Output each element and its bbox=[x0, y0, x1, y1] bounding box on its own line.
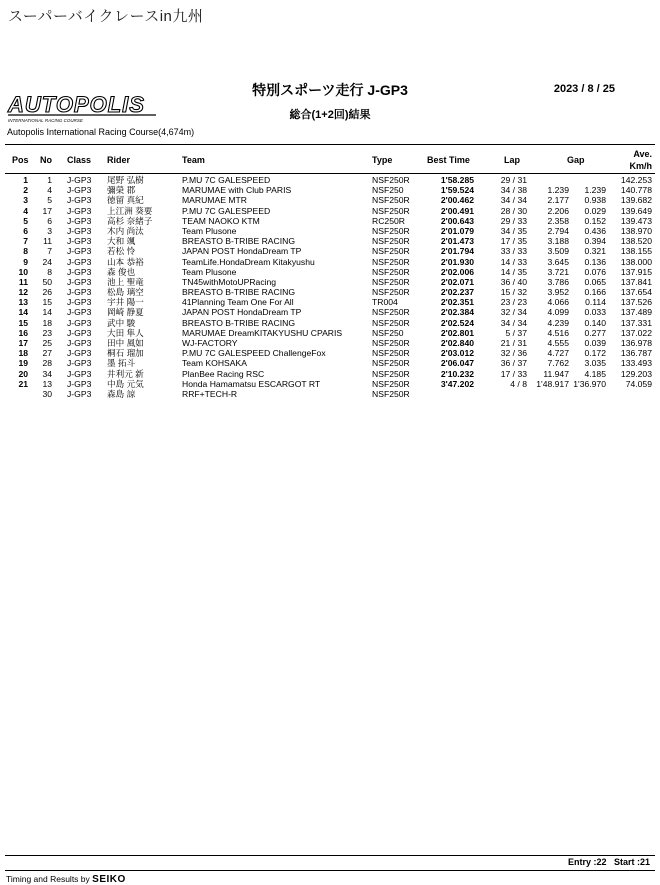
cell-number: 30 bbox=[42, 388, 52, 399]
cell-gap-prev: 0.172 bbox=[584, 348, 606, 359]
cell-pos: 15 bbox=[18, 317, 28, 328]
cell-best-time: 2'02.801 bbox=[440, 327, 474, 338]
cell-pos: 21 bbox=[18, 378, 28, 389]
table-row bbox=[0, 318, 660, 328]
entry-start-count bbox=[568, 857, 650, 867]
cell-team: WJ-FACTORY bbox=[182, 338, 238, 348]
cell-gap-prev: 0.140 bbox=[584, 317, 606, 328]
table-header bbox=[0, 145, 660, 172]
cell-team: Honda Hamamatsu ESCARGOT RT bbox=[182, 378, 321, 389]
cell-gap-top: 2.206 bbox=[547, 205, 569, 216]
results-table bbox=[0, 175, 660, 399]
cell-ave-speed: 139.649 bbox=[620, 205, 652, 216]
cell-class: J-GP3 bbox=[67, 175, 92, 185]
cell-type: NSF250R bbox=[372, 256, 410, 267]
cell-number: 50 bbox=[42, 276, 52, 287]
cell-best-time: 2'02.237 bbox=[440, 287, 474, 298]
cell-class: J-GP3 bbox=[67, 287, 92, 298]
table-row bbox=[0, 287, 660, 297]
header-pos: Pos bbox=[12, 155, 29, 165]
cell-rider: 岡崎 静夏 bbox=[107, 307, 144, 318]
cell-pos: 19 bbox=[18, 358, 28, 369]
cell-type: NSF250R bbox=[372, 287, 410, 298]
cell-number: 17 bbox=[42, 205, 52, 216]
cell-type: NSF250R bbox=[372, 378, 410, 389]
cell-number: 6 bbox=[47, 215, 52, 226]
cell-best-time: 2'01.794 bbox=[440, 246, 474, 257]
cell-pos: 13 bbox=[18, 297, 28, 308]
cell-ave-speed: 139.682 bbox=[620, 195, 652, 206]
logo-wordmark: AUTOPOLIS bbox=[8, 92, 145, 117]
cell-team: P.MU 7C GALESPEED bbox=[182, 175, 271, 185]
cell-lap: 14 / 33 bbox=[500, 256, 527, 267]
cell-number: 26 bbox=[42, 287, 52, 298]
cell-class: J-GP3 bbox=[67, 236, 92, 247]
cell-type: NSF250R bbox=[372, 225, 410, 236]
logo-sub: INTERNATIONAL RACING COURSE bbox=[8, 118, 83, 123]
cell-team: TEAM NAOKO KTM bbox=[182, 215, 260, 226]
cell-number: 24 bbox=[42, 256, 52, 267]
cell-class: J-GP3 bbox=[67, 388, 92, 399]
cell-number: 7 bbox=[47, 246, 52, 257]
cell-best-time: 2'03.012 bbox=[440, 348, 474, 359]
cell-best-time: 2'00.491 bbox=[440, 205, 474, 216]
cell-lap: 32 / 36 bbox=[500, 348, 527, 359]
cell-rider: 武中 駿 bbox=[107, 317, 136, 328]
cell-gap-prev: 0.114 bbox=[585, 297, 606, 308]
cell-best-time: 2'00.643 bbox=[440, 215, 474, 226]
cell-gap-top: 2.794 bbox=[547, 225, 569, 236]
cell-gap-prev: 0.436 bbox=[584, 225, 606, 236]
cell-gap-top: 1'48.917 bbox=[536, 378, 569, 389]
cell-type: NSF250R bbox=[372, 195, 410, 206]
cell-ave-speed: 129.203 bbox=[620, 368, 652, 379]
cell-lap: 21 / 31 bbox=[500, 338, 527, 348]
table-row bbox=[0, 216, 660, 226]
cell-class: J-GP3 bbox=[67, 378, 92, 389]
cell-gap-prev: 0.136 bbox=[584, 256, 606, 267]
cell-lap: 34 / 34 bbox=[500, 317, 527, 328]
cell-class: J-GP3 bbox=[67, 256, 92, 267]
table-row bbox=[0, 338, 660, 348]
cell-rider: 若松 怜 bbox=[107, 246, 136, 257]
cell-pos: 14 bbox=[18, 307, 28, 318]
cell-class: J-GP3 bbox=[67, 215, 92, 226]
cell-pos: 6 bbox=[23, 225, 28, 236]
cell-gap-top: 3.645 bbox=[547, 256, 569, 267]
cell-gap-top: 3.509 bbox=[547, 246, 569, 257]
cell-pos: 7 bbox=[23, 236, 28, 247]
cell-best-time: 2'02.384 bbox=[440, 307, 474, 318]
cell-type: NSF250R bbox=[372, 368, 410, 379]
header-kmh: Km/h bbox=[629, 161, 652, 171]
cell-pos: 2 bbox=[23, 185, 28, 196]
cell-team: BREASTO B-TRIBE RACING bbox=[182, 317, 296, 328]
cell-gap-prev: 0.938 bbox=[584, 195, 606, 206]
table-row bbox=[0, 389, 660, 399]
cell-team: PlanBee Racing RSC bbox=[182, 368, 265, 379]
cell-best-time: 1'58.285 bbox=[440, 175, 474, 185]
header-class: Class bbox=[67, 155, 92, 165]
cell-lap: 29 / 33 bbox=[500, 215, 527, 226]
cell-team: MARUMAE MTR bbox=[182, 195, 247, 206]
cell-gap-top: 2.177 bbox=[547, 195, 569, 206]
cell-type: NSF250R bbox=[372, 276, 410, 287]
cell-rider: 尾野 弘樹 bbox=[107, 175, 144, 185]
cell-rider: 桐石 瑠加 bbox=[107, 348, 144, 359]
cell-pos: 18 bbox=[18, 348, 28, 359]
cell-lap: 15 / 32 bbox=[500, 287, 527, 298]
cell-best-time: 2'02.524 bbox=[440, 317, 474, 328]
cell-gap-top: 3.786 bbox=[547, 276, 569, 287]
cell-number: 23 bbox=[42, 327, 52, 338]
cell-gap-prev: 0.029 bbox=[584, 205, 606, 216]
cell-pos: 20 bbox=[18, 368, 28, 379]
cell-ave-speed: 137.654 bbox=[620, 287, 652, 298]
cell-class: J-GP3 bbox=[67, 348, 92, 359]
table-row bbox=[0, 307, 660, 317]
cell-type: NSF250R bbox=[372, 358, 410, 369]
timing-prefix: Timing and Results by bbox=[6, 874, 90, 884]
table-row bbox=[0, 297, 660, 307]
cell-class: J-GP3 bbox=[67, 338, 92, 348]
cell-lap: 4 / 8 bbox=[510, 378, 527, 389]
cell-gap-top: 4.727 bbox=[547, 348, 569, 359]
table-row bbox=[0, 195, 660, 205]
header-gap: Gap bbox=[567, 155, 585, 165]
cell-rider: 森島 諒 bbox=[107, 388, 136, 399]
header-rider: Rider bbox=[107, 155, 131, 165]
cell-gap-prev: 0.166 bbox=[584, 287, 606, 298]
cell-pos: 3 bbox=[23, 195, 28, 206]
header-team: Team bbox=[182, 155, 205, 165]
table-row bbox=[0, 185, 660, 195]
cell-ave-speed: 136.978 bbox=[620, 338, 652, 348]
cell-lap: 34 / 34 bbox=[500, 195, 527, 206]
table-row bbox=[0, 379, 660, 389]
cell-number: 8 bbox=[47, 266, 52, 277]
cell-ave-speed: 138.155 bbox=[620, 246, 652, 257]
cell-ave-speed: 137.841 bbox=[620, 276, 652, 287]
cell-class: J-GP3 bbox=[67, 246, 92, 257]
cell-rider: 松島 璃空 bbox=[107, 287, 144, 298]
cell-number: 4 bbox=[47, 185, 52, 196]
cell-gap-prev: 0.277 bbox=[584, 327, 606, 338]
cell-team: MARUMAE with Club PARIS bbox=[182, 185, 292, 196]
cell-best-time: 2'02.006 bbox=[440, 266, 474, 277]
header-bottom-rule bbox=[5, 173, 655, 174]
cell-ave-speed: 138.970 bbox=[620, 225, 652, 236]
cell-type: NSF250 bbox=[372, 327, 404, 338]
table-row bbox=[0, 246, 660, 256]
cell-gap-prev: 3.035 bbox=[584, 358, 606, 369]
cell-gap-prev: 1'36.970 bbox=[573, 378, 606, 389]
cell-ave-speed: 74.059 bbox=[625, 378, 652, 389]
cell-class: J-GP3 bbox=[67, 307, 92, 318]
cell-gap-prev: 0.065 bbox=[584, 276, 606, 287]
cell-class: J-GP3 bbox=[67, 205, 92, 216]
footer-bottom-rule bbox=[5, 870, 655, 871]
cell-number: 15 bbox=[42, 297, 52, 308]
cell-gap-prev: 0.321 bbox=[584, 246, 606, 257]
cell-best-time: 2'10.232 bbox=[440, 368, 474, 379]
cell-lap: 34 / 38 bbox=[500, 185, 527, 196]
table-row bbox=[0, 348, 660, 358]
cell-gap-prev: 1.239 bbox=[584, 185, 606, 196]
cell-ave-speed: 133.493 bbox=[620, 358, 652, 369]
cell-gap-top: 4.099 bbox=[547, 307, 569, 318]
cell-gap-top: 1.239 bbox=[547, 185, 569, 196]
table-row bbox=[0, 226, 660, 236]
cell-best-time: 1'59.524 bbox=[440, 185, 474, 196]
cell-rider: 木内 尚汰 bbox=[107, 225, 144, 236]
cell-lap: 5 / 37 bbox=[505, 327, 527, 338]
cell-gap-prev: 0.076 bbox=[584, 266, 606, 277]
cell-class: J-GP3 bbox=[67, 195, 92, 206]
cell-rider: 田中 風如 bbox=[107, 338, 144, 348]
cell-gap-top: 4.555 bbox=[547, 338, 569, 348]
cell-team: TN45withMotoUPRacing bbox=[182, 276, 277, 287]
cell-best-time: 2'02.351 bbox=[440, 297, 474, 308]
table-row bbox=[0, 206, 660, 216]
cell-type: NSF250R bbox=[372, 266, 410, 277]
header-no: No bbox=[40, 155, 52, 165]
table-row bbox=[0, 236, 660, 246]
document-subtitle: 総合(1+2回)結果 bbox=[289, 109, 371, 121]
table-row bbox=[0, 328, 660, 338]
cell-gap-prev: 0.033 bbox=[584, 307, 606, 318]
cell-team: P.MU 7C GALESPEED ChallengeFox bbox=[182, 348, 326, 359]
cell-ave-speed: 137.915 bbox=[620, 266, 652, 277]
cell-type: NSF250R bbox=[372, 388, 410, 399]
cell-rider: 彌榮 郡 bbox=[107, 185, 136, 196]
cell-number: 28 bbox=[42, 358, 52, 369]
table-row bbox=[0, 257, 660, 267]
cell-number: 34 bbox=[42, 368, 52, 379]
cell-type: NSF250R bbox=[372, 348, 410, 359]
cell-type: RC250R bbox=[372, 215, 405, 226]
cell-type: NSF250R bbox=[372, 246, 410, 257]
cell-gap-top: 7.762 bbox=[547, 358, 569, 369]
header-ave: Ave. bbox=[633, 149, 652, 159]
cell-ave-speed: 138.520 bbox=[620, 236, 652, 247]
cell-gap-top: 3.721 bbox=[547, 266, 569, 277]
cell-rider: 井利元 新 bbox=[107, 368, 144, 379]
cell-gap-prev: 0.394 bbox=[584, 236, 606, 247]
cell-class: J-GP3 bbox=[67, 317, 92, 328]
cell-type: NSF250R bbox=[372, 338, 410, 348]
cell-rider: 中島 元気 bbox=[107, 378, 144, 389]
cell-lap: 17 / 33 bbox=[500, 368, 527, 379]
seiko-logo: SEIKO bbox=[92, 874, 126, 885]
cell-number: 11 bbox=[43, 236, 52, 247]
cell-ave-speed: 139.473 bbox=[620, 215, 652, 226]
cell-best-time: 2'02.071 bbox=[440, 276, 474, 287]
cell-team: BREASTO B-TRIBE RACING bbox=[182, 236, 296, 247]
cell-rider: 大田 隼人 bbox=[107, 327, 144, 338]
cell-lap: 33 / 33 bbox=[500, 246, 527, 257]
cell-gap-prev: 0.039 bbox=[584, 338, 606, 348]
cell-rider: 池上 聖竜 bbox=[107, 276, 144, 287]
cell-class: J-GP3 bbox=[67, 327, 92, 338]
cell-team: 41Planning Team One For All bbox=[182, 297, 294, 308]
table-row bbox=[0, 277, 660, 287]
cell-pos: 9 bbox=[23, 256, 28, 267]
cell-rider: 大和 颯 bbox=[107, 236, 136, 247]
header-type: Type bbox=[372, 155, 393, 165]
entry-count: Entry :22 bbox=[567, 857, 607, 867]
cell-pos: 8 bbox=[23, 246, 28, 257]
cell-lap: 32 / 34 bbox=[500, 307, 527, 318]
cell-number: 5 bbox=[47, 195, 52, 206]
cell-pos: 5 bbox=[23, 215, 28, 226]
cell-lap: 36 / 40 bbox=[500, 276, 527, 287]
document-title: 特別スポーツ走行 J-GP3 bbox=[252, 82, 408, 98]
cell-pos: 12 bbox=[18, 287, 28, 298]
cell-gap-top: 4.066 bbox=[547, 297, 569, 308]
cell-number: 3 bbox=[47, 225, 52, 236]
cell-team: MARUMAE DreamKITAKYUSHU CPARIS bbox=[182, 327, 343, 338]
cell-lap: 36 / 37 bbox=[500, 358, 527, 369]
cell-gap-prev: 4.185 bbox=[584, 368, 606, 379]
timing-credit bbox=[6, 874, 126, 885]
cell-best-time: 2'01.930 bbox=[440, 256, 474, 267]
cell-type: NSF250 bbox=[372, 185, 404, 196]
cell-gap-prev: 0.152 bbox=[584, 215, 606, 226]
footer-top-rule bbox=[5, 855, 655, 856]
cell-class: J-GP3 bbox=[67, 368, 92, 379]
cell-class: J-GP3 bbox=[67, 266, 92, 277]
cell-team: JAPAN POST HondaDream TP bbox=[182, 307, 302, 318]
cell-gap-top: 2.358 bbox=[547, 215, 569, 226]
header-best-time: Best Time bbox=[427, 155, 470, 165]
header-lap: Lap bbox=[504, 155, 521, 165]
cell-pos: 16 bbox=[18, 327, 28, 338]
site-title: スーパーバイクレースin九州 bbox=[8, 8, 204, 25]
cell-class: J-GP3 bbox=[67, 185, 92, 196]
cell-team: P.MU 7C GALESPEED bbox=[182, 205, 271, 216]
cell-ave-speed: 136.787 bbox=[620, 348, 652, 359]
cell-lap: 17 / 35 bbox=[500, 236, 527, 247]
cell-lap: 34 / 35 bbox=[500, 225, 527, 236]
cell-number: 1 bbox=[47, 175, 52, 185]
cell-number: 25 bbox=[42, 338, 52, 348]
cell-team: JAPAN POST HondaDream TP bbox=[182, 246, 302, 257]
cell-team: Team Plusone bbox=[182, 225, 237, 236]
cell-best-time: 2'01.079 bbox=[440, 225, 474, 236]
cell-rider: 森 俊也 bbox=[107, 266, 136, 277]
cell-number: 18 bbox=[42, 317, 52, 328]
cell-rider: 山本 恭裕 bbox=[107, 256, 144, 267]
cell-class: J-GP3 bbox=[67, 297, 92, 308]
cell-gap-top: 11.947 bbox=[543, 368, 569, 379]
cell-lap: 28 / 30 bbox=[500, 205, 527, 216]
cell-team: RRF+TECH-R bbox=[182, 388, 238, 399]
cell-gap-top: 4.239 bbox=[547, 317, 569, 328]
cell-team: Team KOHSAKA bbox=[182, 358, 247, 369]
cell-type: TR004 bbox=[372, 297, 398, 308]
cell-best-time: 2'06.047 bbox=[440, 358, 474, 369]
venue-label: Autopolis International Racing Course(4,674m) bbox=[7, 127, 195, 137]
cell-rider: 上江洲 葵要 bbox=[107, 205, 153, 216]
cell-best-time: 2'01.473 bbox=[440, 236, 474, 247]
cell-rider: 墨 拓斗 bbox=[107, 358, 136, 369]
cell-lap: 29 / 31 bbox=[500, 175, 527, 185]
cell-type: NSF250R bbox=[372, 236, 410, 247]
cell-pos: 4 bbox=[23, 205, 28, 216]
cell-team: TeamLife.HondaDream Kitakyushu bbox=[182, 256, 315, 267]
cell-rider: 徳留 真紀 bbox=[107, 195, 144, 206]
cell-type: NSF250R bbox=[372, 175, 410, 185]
cell-class: J-GP3 bbox=[67, 225, 92, 236]
cell-type: NSF250R bbox=[372, 317, 410, 328]
cell-rider: 高杉 奈緒子 bbox=[107, 215, 153, 226]
cell-ave-speed: 137.526 bbox=[620, 297, 652, 308]
cell-pos: 11 bbox=[18, 276, 28, 287]
cell-ave-speed: 137.331 bbox=[620, 317, 652, 328]
cell-type: NSF250R bbox=[372, 307, 410, 318]
table-row bbox=[0, 175, 660, 185]
cell-best-time: 2'00.462 bbox=[440, 195, 474, 206]
cell-pos: 17 bbox=[18, 338, 28, 348]
cell-number: 27 bbox=[42, 348, 52, 359]
cell-ave-speed: 137.489 bbox=[620, 307, 652, 318]
cell-ave-speed: 138.000 bbox=[620, 256, 652, 267]
start-count: Start :21 bbox=[613, 857, 650, 867]
document-date: 2023 / 8 / 25 bbox=[553, 83, 615, 95]
cell-type: NSF250R bbox=[372, 205, 410, 216]
cell-gap-top: 3.952 bbox=[547, 287, 569, 298]
cell-gap-top: 3.188 bbox=[547, 236, 569, 247]
cell-team: BREASTO B-TRIBE RACING bbox=[182, 287, 296, 298]
cell-gap-top: 4.516 bbox=[547, 327, 569, 338]
cell-pos: 1 bbox=[23, 175, 28, 185]
cell-pos: 10 bbox=[18, 266, 28, 277]
cell-class: J-GP3 bbox=[67, 276, 92, 287]
cell-best-time: 3'47.202 bbox=[440, 378, 474, 389]
table-row bbox=[0, 267, 660, 277]
cell-class: J-GP3 bbox=[67, 358, 92, 369]
cell-lap: 23 / 23 bbox=[500, 297, 527, 308]
cell-ave-speed: 140.778 bbox=[620, 185, 652, 196]
cell-lap: 14 / 35 bbox=[500, 266, 527, 277]
cell-ave-speed: 137.022 bbox=[620, 327, 652, 338]
cell-rider: 宇井 陽一 bbox=[107, 297, 144, 308]
cell-number: 13 bbox=[42, 378, 52, 389]
cell-number: 14 bbox=[42, 307, 52, 318]
table-row bbox=[0, 358, 660, 368]
table-row bbox=[0, 369, 660, 379]
cell-ave-speed: 142.253 bbox=[620, 175, 652, 185]
cell-team: Team Plusone bbox=[182, 266, 237, 277]
cell-best-time: 2'02.840 bbox=[440, 338, 474, 348]
